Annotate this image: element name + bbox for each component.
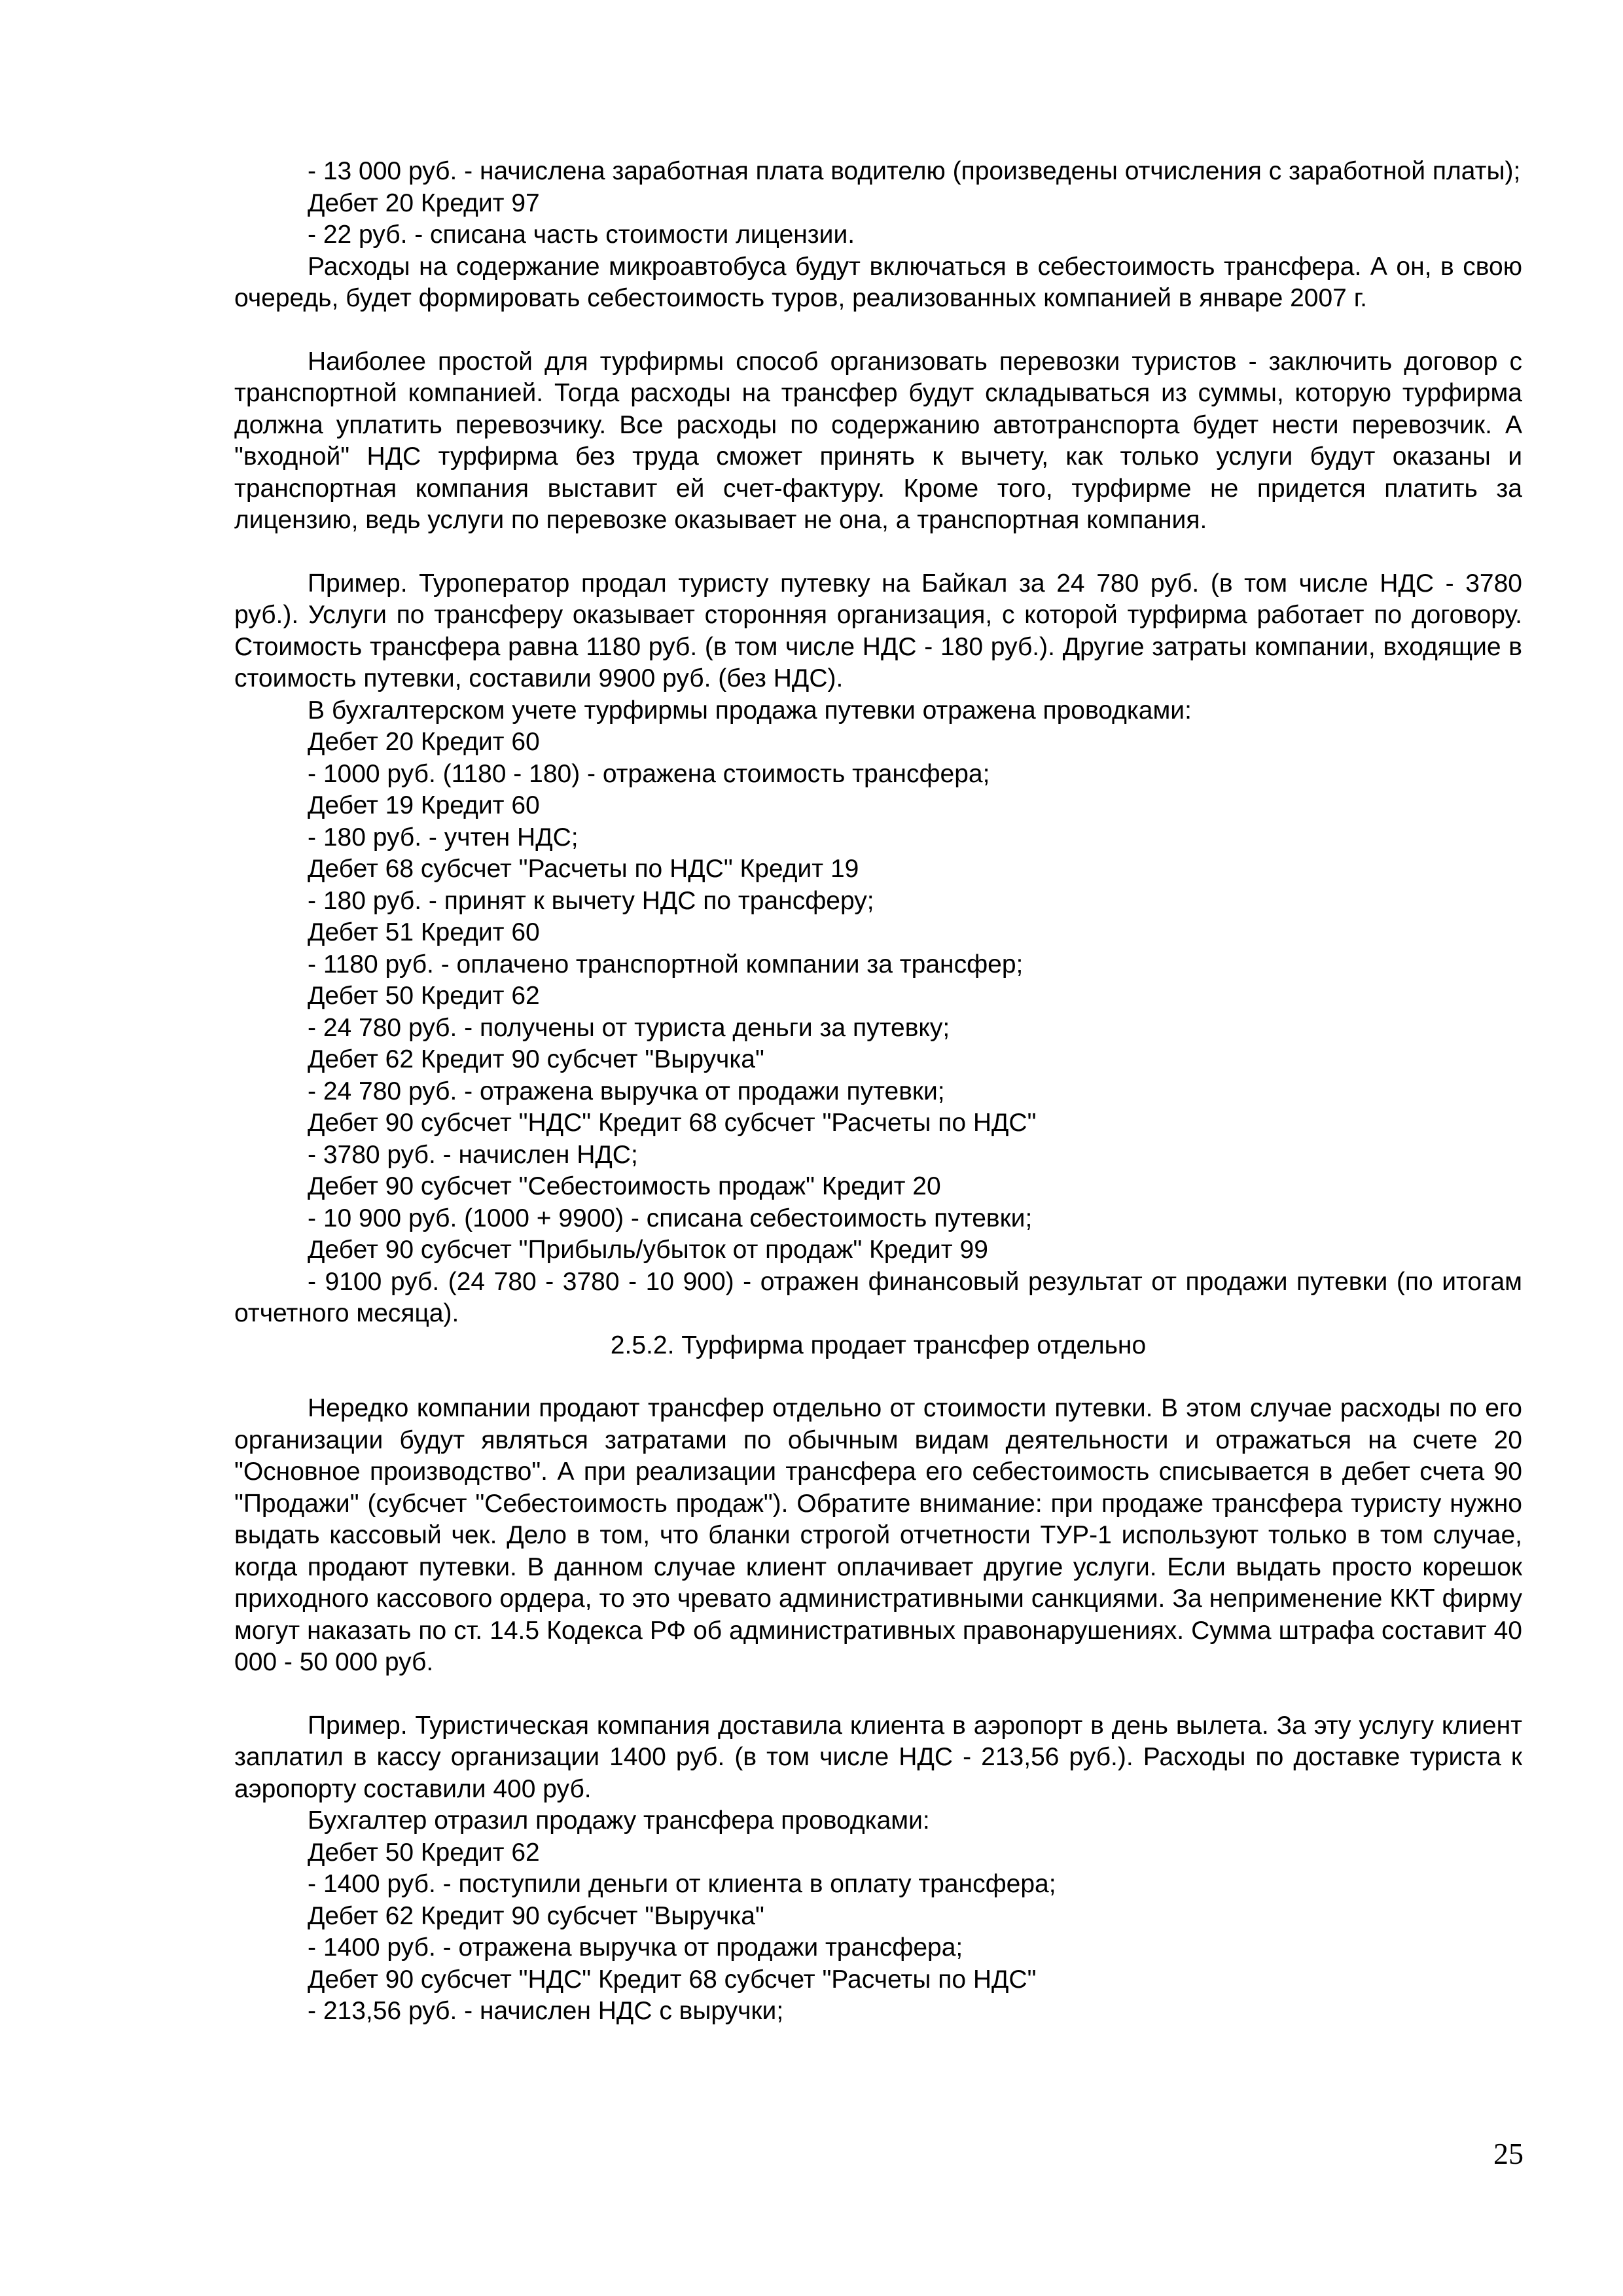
accounting-entry: Дебет 90 субсчет "Прибыль/убыток от продаж" Кредит 99 [308,1236,988,1264]
accounting-entry: Дебет 90 субсчет "НДС" Кредит 68 субсчет "Расчеты по НДС" [308,1965,1037,1994]
example-paragraph: Пример. Туристическая компания доставила клиента в аэропорт в день вылета. За эту услугу клиент заплатил в кассу организации 1400 руб. (в том числе НДС - 213,56 руб.). Расходы по доставке туриста к аэропорту составили 400 руб. [234,1711,1522,1803]
entry-description: - 213,56 руб. - начислен НДС с выручки; [308,1997,784,2025]
accounting-entry: Дебет 62 Кредит 90 субсчет "Выручка" [308,1901,764,1930]
entry-description: - 1000 руб. (1180 - 180) - отражена стоимость трансфера; [308,759,990,788]
entry-description: - 1400 руб. - отражена выручка от продажи трансфера; [308,1933,963,1962]
page-number: 25 [1493,2137,1524,2170]
text-line: В бухгалтерском учете турфирмы продажа путевки отражена проводками: [308,696,1192,725]
text-line: Дебет 20 Кредит 97 [308,188,540,217]
accounting-entry: Дебет 68 субсчет "Расчеты по НДС" Кредит 19 [308,855,859,883]
entry-description: - 1180 руб. - оплачено транспортной компании за трансфер; [308,950,1024,978]
entry-description: - 180 руб. - принят к вычету НДС по трансферу; [308,886,874,915]
paragraph: Наиболее простой для турфирмы способ организовать перевозки туристов - заключить договор с транспортной компанией. Тогда расходы на трансфер будут складываться из суммы, которую турфирма должна уплатить перевозчику. Все расходы по содержанию автотранспорта будет нести перевозчик. А "входной" НДС турфирма без труда сможет принять к вычету, как только услуги будут оказаны и транспортная компания выставит ей счет-фактуру. Кроме того, турфирме не придется платить за лицензию, ведь услуги по перевозке оказывает не она, а транспортная компания. [234,347,1522,534]
entry-description: - 24 780 руб. - отражена выручка от продажи путевки; [308,1077,945,1105]
accounting-entry: Дебет 90 субсчет "Себестоимость продаж" Кредит 20 [308,1172,941,1200]
entry-description: - 9100 руб. (24 780 - 3780 - 10 900) - отражен финансовый результат от продажи путевки (по итогам отчетного месяца). [234,1267,1522,1327]
example-paragraph: Пример. Туроператор продал туристу путевку на Байкал за 24 780 руб. (в том числе НДС - 3780 руб.). Услуги по трансферу оказывает сторонняя организация, с которой турфирма работает по договору. Стоимость трансфера равна 1180 руб. (в том числе НДС - 180 руб.). Другие затраты компании, входящие в стоимость путевки, составили 9900 руб. (без НДС). [234,569,1522,692]
text-line: Бухгалтер отразил продажу трансфера проводками: [308,1806,930,1835]
paragraph: - 13 000 руб. - начислена заработная плата водителю (произведены отчисления с заработной платы); [308,157,1521,185]
accounting-entry: Дебет 51 Кредит 60 [308,918,540,946]
entry-description: - 10 900 руб. (1000 + 9900) - списана себестоимость путевки; [308,1204,1033,1232]
accounting-entry: Дебет 90 субсчет "НДС" Кредит 68 субсчет "Расчеты по НДС" [308,1109,1037,1137]
entry-description: - 1400 руб. - поступили деньги от клиента в оплату трансфера; [308,1870,1056,1898]
body-text [234,156,1522,2028]
accounting-entry: Дебет 62 Кредит 90 субсчет "Выручка" [308,1045,764,1073]
entry-description: - 180 руб. - учтен НДС; [308,823,579,852]
section-heading: 2.5.2. Турфирма продает трансфер отдельно [610,1331,1147,1359]
accounting-entry: Дебет 50 Кредит 62 [308,982,540,1010]
paragraph: Расходы на содержание микроавтобуса будут включаться в себестоимость трансфера. А он, в свою очередь, будет формировать себестоимость туров, реализованных компанией в январе 2007 г. [234,252,1522,312]
accounting-entry: Дебет 20 Кредит 60 [308,728,540,756]
accounting-entry: Дебет 19 Кредит 60 [308,791,540,819]
entry-description: - 3780 руб. - начислен НДС; [308,1140,638,1169]
text-line: - 22 руб. - списана часть стоимости лицензии. [308,221,855,249]
paragraph: Нередко компании продают трансфер отдельно от стоимости путевки. В этом случае расходы по его организации будут являться затратами по обычным видам деятельности и отражаться на счете 20 "Основное производство". А при реализации трансфера его себестоимость списывается в дебет счета 90 "Продажи" (субсчет "Себестоимость продаж"). Обратите внимание: при продаже трансфера туристу нужно выдать кассовый чек. Дело в том, что бланки строгой отчетности ТУР-1 используют только в том случае, когда продают путевки. В данном случае клиент оплачивает другие услуги. Если выдать просто корешок приходного кассового ордера, то это чревато административными санкциями. За неприменение ККТ фирму могут наказать по ст. 14.5 Кодекса РФ об административных правонарушениях. Сумма штрафа составит 40 000 - 50 000 руб. [234,1394,1522,1676]
accounting-entry: Дебет 50 Кредит 62 [308,1838,540,1867]
entry-description: - 24 780 руб. - получены от туриста деньги за путевку; [308,1013,950,1042]
